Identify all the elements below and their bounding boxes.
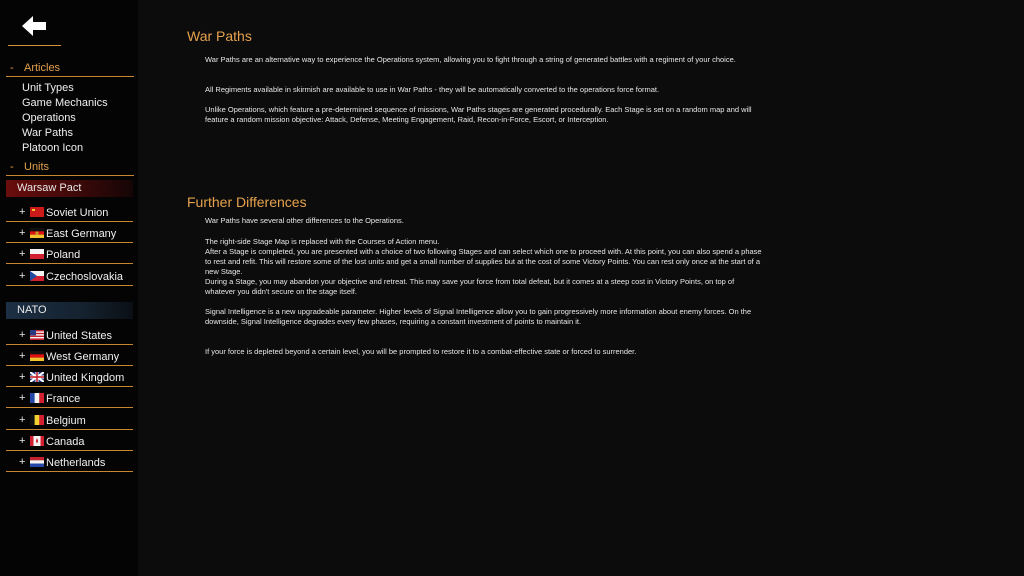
expand-plus-icon: +: [19, 350, 26, 362]
article-link-operations[interactable]: Operations: [22, 112, 76, 124]
article-link-war-paths[interactable]: War Paths: [22, 127, 73, 139]
faction-header-warsaw-pact: Warsaw Pact: [6, 180, 133, 197]
expand-plus-icon: +: [19, 248, 26, 260]
paragraph: War Paths have several other differences to the Operations.: [205, 216, 404, 225]
country-name: Soviet Union: [46, 207, 109, 219]
country-item-poland[interactable]: [6, 248, 133, 264]
country-name: France: [46, 393, 81, 405]
country-item-soviet-union[interactable]: [6, 206, 133, 222]
country-item-united-kingdom[interactable]: [6, 371, 133, 387]
expand-plus-icon: +: [19, 456, 26, 468]
expand-plus-icon: +: [19, 435, 26, 447]
france-flag-icon: [30, 393, 44, 403]
faction-header-nato: NATO: [6, 302, 133, 319]
left-arrow-icon: [22, 16, 48, 36]
articles-label: Articles: [24, 62, 61, 74]
country-name: East Germany: [46, 228, 117, 240]
article-link-unit-types[interactable]: Unit Types: [22, 82, 74, 94]
west-germany-flag-icon: [30, 351, 44, 361]
article-link-game-mechanics[interactable]: Game Mechanics: [22, 97, 108, 109]
paragraph: War Paths are an alternative way to experience the Operations system, allowing you to fight through a string of generated battles with a regiment of your choice.: [205, 55, 736, 64]
article-content: [138, 0, 1024, 576]
country-name: United States: [46, 330, 113, 342]
sidebar: [0, 0, 138, 576]
east-germany-flag-icon: [30, 228, 44, 238]
country-name: Netherlands: [46, 457, 106, 469]
units-section-toggle[interactable]: [6, 161, 134, 176]
section-title-further-differences: Further Differences: [187, 194, 307, 210]
paragraph: After a Stage is completed, you are presented with a choice of two following Stages and can select which one to proceed with. At this point, you can also spend a phase to rest and refit. This will restore some of the lost units and get a small number of supplies but at the cost of some Victory Points. You can rest only once at the start of a new Stage.: [205, 247, 762, 276]
expand-plus-icon: +: [19, 227, 26, 239]
expand-plus-icon: +: [19, 392, 26, 404]
usa-flag-icon: [30, 330, 44, 340]
collapse-dash: -: [10, 161, 14, 173]
country-item-netherlands[interactable]: [6, 456, 133, 472]
articles-section-toggle[interactable]: [6, 62, 134, 77]
canada-flag-icon: [30, 436, 44, 446]
country-item-west-germany[interactable]: [6, 350, 133, 366]
paragraph: During a Stage, you may abandon your objective and retreat. This may save your force from total defeat, but it comes at a steep cost in Victory Points, on top of whatever you didn't secure on the stage itself.: [205, 277, 735, 296]
expand-plus-icon: +: [19, 206, 26, 218]
article-link-platoon-icon[interactable]: Platoon Icon: [22, 142, 84, 154]
country-item-canada[interactable]: [6, 435, 133, 451]
paragraph: Unlike Operations, which feature a pre-determined sequence of missions, War Paths stages are generated procedurally. Each Stage is set on a random map and will feature a random mission objective: Attack, Defense, Meeting Engagement, Raid, Recon-in-Force, Escort, or Interception.: [205, 105, 752, 124]
country-name: Czechoslovakia: [46, 271, 124, 283]
soviet-flag-icon: [30, 207, 44, 217]
expand-plus-icon: +: [19, 329, 26, 341]
uk-flag-icon: [30, 372, 44, 382]
poland-flag-icon: [30, 249, 44, 259]
paragraph: The right-side Stage Map is replaced with the Courses of Action menu.: [205, 237, 440, 246]
expand-plus-icon: +: [19, 270, 26, 282]
country-name: Belgium: [46, 415, 86, 427]
belgium-flag-icon: [30, 415, 44, 425]
paragraph: Signal Intelligence is a new upgradeable parameter. Higher levels of Signal Intelligence allow you to gain progressively more information about enemy forces. On the downside, Signal Intelligence degrades every few phases, requiring a constant investment of points to maintain it.: [205, 307, 752, 326]
country-name: Canada: [46, 436, 85, 448]
netherlands-flag-icon: [30, 457, 44, 467]
expand-plus-icon: +: [19, 414, 26, 426]
country-name: Poland: [46, 249, 81, 261]
paragraph: All Regiments available in skirmish are available to use in War Paths - they will be automatically converted to the operations force format.: [205, 85, 660, 94]
paragraph: If your force is depleted beyond a certain level, you will be prompted to restore it to a combat-effective state or forced to surrender.: [205, 347, 637, 356]
country-item-east-germany[interactable]: [6, 227, 133, 243]
back-button[interactable]: [8, 10, 61, 46]
country-item-france[interactable]: [6, 392, 133, 408]
section-title-war-paths: War Paths: [187, 28, 252, 44]
country-name: West Germany: [46, 351, 120, 363]
expand-plus-icon: +: [19, 371, 26, 383]
country-item-belgium[interactable]: [6, 414, 133, 430]
czechoslovakia-flag-icon: [30, 271, 44, 281]
units-label: Units: [24, 161, 50, 173]
country-name: United Kingdom: [46, 372, 125, 384]
country-item-czechoslovakia[interactable]: [6, 270, 133, 286]
country-item-united-states[interactable]: [6, 329, 133, 345]
collapse-dash: -: [10, 62, 14, 74]
